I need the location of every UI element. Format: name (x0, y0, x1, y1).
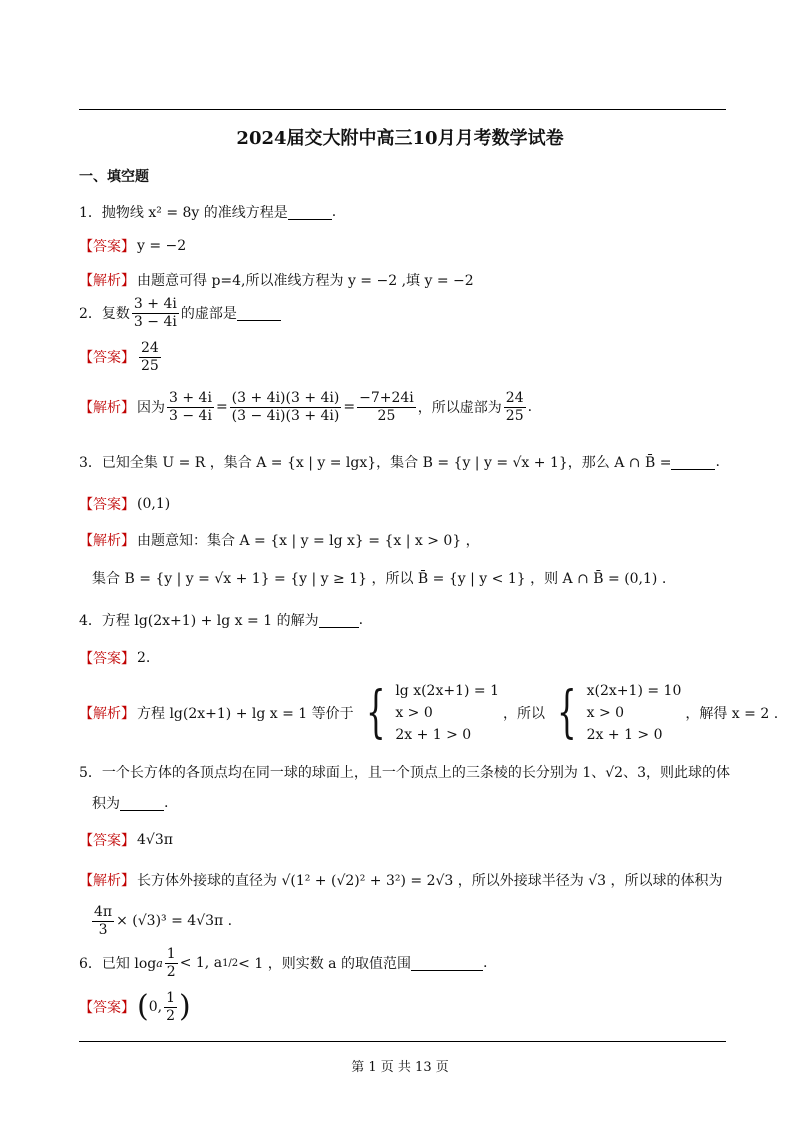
fraction-numerator: −7+24i (359, 390, 414, 406)
page-title: 2024届交大附中高三10月月考数学试卷 (236, 128, 564, 149)
analysis-2: 【解析】 因为 $\frac{3 + 4i}{3 - 4i}$ = $\frac{(3 + 4i)(3 + 4i)}{(3 - 4i)(3 + 4i)}$ = $\frac{-7+24i}{25}$ ，所以虚部为 $\frac{24}{25}$ . (79, 390, 533, 424)
question-1: 1．抛物线 x² = 8y 的准线方程是 . (79, 204, 337, 221)
system-row: x > 0 (586, 705, 625, 721)
system-row: 2x + 1 > 0 (395, 727, 472, 743)
analysis-tag: 【解析】 (79, 873, 135, 889)
answer-3 (79, 494, 170, 514)
exponent: 1/2 (222, 957, 239, 969)
analysis-3 (79, 530, 480, 550)
answer-blank (120, 796, 164, 811)
answer-blank (319, 613, 359, 628)
fraction-numerator: 24 (141, 340, 159, 356)
analysis-5-continued (90, 904, 232, 939)
fraction-numerator: (3 + 4i)(3 + 4i) (231, 390, 340, 406)
fraction-denominator: 3 (98, 921, 108, 938)
analysis-5-fraction (92, 904, 114, 939)
page-footer: 第 1 页 共 13 页 (351, 1060, 449, 1075)
question-3-text: 3．已知全集 U = R ，集合 A = {x | y = lgx}，集合 B = {y | y = √x + 1}，那么 A ∩ B̄ = (79, 455, 672, 471)
question-3: 3．已知全集 U = R ，集合 A = {x | y = lgx}，集合 B = {y | y = √x + 1}，那么 A ∩ B̄ = . (79, 454, 720, 471)
answer-tag: 【答案】 (79, 239, 135, 255)
fraction-numerator: 1 (166, 946, 176, 962)
question-2-prefix: 2．复数 (79, 306, 130, 323)
analysis-tag: 【解析】 (79, 273, 135, 289)
left-brace: { (557, 680, 577, 745)
fraction-denominator: 3 − 4i (169, 407, 212, 424)
answer-4-value: 2. (137, 650, 151, 666)
analysis-tag: 【解析】 (79, 533, 135, 549)
fraction-numerator: 24 (505, 390, 524, 406)
fraction-denominator: 25 (505, 407, 524, 424)
answer-1-value: y = −2 (137, 238, 187, 254)
answer-6-fraction (164, 990, 177, 1025)
analysis-2-fraction-3 (357, 390, 416, 425)
answer-tag: 【答案】 (79, 833, 135, 849)
fraction-denominator: 2 (166, 963, 176, 980)
question-5 (79, 762, 730, 782)
question-6-end: . (482, 955, 488, 972)
analysis-tag: 【解析】 (79, 400, 135, 417)
answer-4 (79, 648, 150, 668)
analysis-5-text-1: 长方体外接球的直径为 √(1² + (√2)² + 3²) = 2√3 ，所以外接球半径为 √3 ，所以球的体积为 (137, 873, 723, 889)
question-6-mid: < 1, a (179, 955, 223, 972)
question-1-text: 1．抛物线 x² = 8y 的准线方程是 (79, 205, 288, 221)
answer-tag: 【答案】 (79, 1000, 135, 1017)
analysis-2-mid: ，所以虚部为 (417, 400, 502, 417)
analysis-3-text-2: 集合 B = {y | y = √x + 1} = {y | y ≥ 1} ，所以 B̄ = {y | y < 1} ，则 A ∩ B̄ = (0,1) . (92, 571, 667, 587)
answer-2-fraction (139, 340, 161, 375)
fraction-numerator: 3 + 4i (169, 390, 212, 406)
answer-5-value: 4√3π (137, 832, 173, 848)
system-row: 2x + 1 > 0 (586, 727, 663, 743)
analysis-2-fraction-4 (504, 390, 526, 425)
bottom-rule (79, 1041, 726, 1042)
question-2-fraction (132, 296, 179, 331)
answer-tag: 【答案】 (79, 651, 135, 667)
question-5-text-2: 积为 (92, 796, 120, 812)
system-row: x > 0 (395, 705, 433, 721)
equation-system-2 (549, 680, 681, 746)
question-2 (79, 296, 281, 331)
fraction-numerator: 1 (166, 990, 175, 1006)
analysis-2-end: . (527, 399, 533, 416)
analysis-4-prefix: 方程 lg(2x+1) + lg x = 1 等价于 (137, 706, 354, 722)
question-6-prefix: 6．已知 log (79, 956, 157, 973)
answer-6-prefix: 0, (148, 999, 163, 1016)
fraction-numerator: 3 + 4i (133, 296, 177, 312)
question-5-text-1: 5．一个长方体的各顶点均在同一球的球面上，且一个顶点上的三条棱的长分别为 1、√2、3，则此球的体 (79, 765, 730, 781)
answer-blank (411, 956, 483, 971)
analysis-1 (79, 270, 474, 290)
analysis-tag: 【解析】 (79, 706, 135, 722)
fraction-denominator: 2 (166, 1007, 175, 1024)
fraction-denominator: 3 − 4i (133, 313, 177, 330)
answer-blank (288, 205, 332, 220)
analysis-5 (79, 870, 723, 890)
equation-system-1 (358, 680, 499, 746)
question-4-text: 4．方程 lg(2x+1) + lg x = 1 的解为 (79, 613, 319, 629)
system-row: lg x(2x+1) = 1 (395, 683, 499, 699)
system-row: x(2x+1) = 10 (586, 683, 682, 699)
fraction-denominator: 25 (377, 407, 396, 424)
analysis-4-mid: ，所以 (503, 706, 545, 722)
fraction-denominator: (3 − 4i)(3 + 4i) (231, 407, 340, 424)
analysis-4-end: ，解得 x = 2 . (685, 706, 779, 722)
left-brace: { (365, 680, 386, 745)
answer-blank (237, 306, 281, 321)
fraction-numerator: 4π (94, 904, 113, 920)
log-base: a (156, 956, 163, 970)
analysis-3-continued (92, 568, 666, 588)
fraction-denominator: 25 (141, 357, 159, 374)
answer-1 (79, 236, 186, 256)
question-5-continued: 积为 . (92, 795, 169, 812)
answer-tag: 【答案】 (79, 497, 135, 513)
question-4: 4．方程 lg(2x+1) + lg x = 1 的解为 . (79, 612, 364, 629)
answer-blank (671, 455, 715, 470)
question-6-suffix: < 1 ，则实数 a 的取值范围 (238, 956, 411, 973)
question-6-fraction (165, 946, 178, 981)
question-2-suffix: 的虚部是 (180, 306, 237, 323)
right-paren: ) (179, 989, 191, 1025)
analysis-2-prefix: 因为 (137, 400, 165, 417)
left-paren: ( (137, 989, 149, 1025)
analysis-2-fraction-1 (167, 390, 214, 425)
analysis-4 (79, 680, 778, 746)
top-rule (79, 109, 726, 110)
question-6 (79, 946, 487, 981)
section-heading: 一、填空题 (79, 169, 149, 185)
analysis-3-text-1: 由题意知：集合 A = {x | y = lg x} = {x | x > 0} ， (137, 533, 480, 549)
answer-3-value: (0,1) (137, 496, 171, 512)
answer-6 (79, 990, 191, 1025)
answer-tag: 【答案】 (79, 350, 135, 367)
answer-2 (79, 340, 163, 375)
analysis-5-text-2: × (√3)³ = 4√3π . (116, 913, 233, 930)
analysis-1-text: 由题意可得 p=4,所以准线方程为 y = −2 ,填 y = −2 (137, 273, 474, 289)
answer-5 (79, 830, 173, 850)
analysis-2-fraction-2 (230, 390, 342, 425)
